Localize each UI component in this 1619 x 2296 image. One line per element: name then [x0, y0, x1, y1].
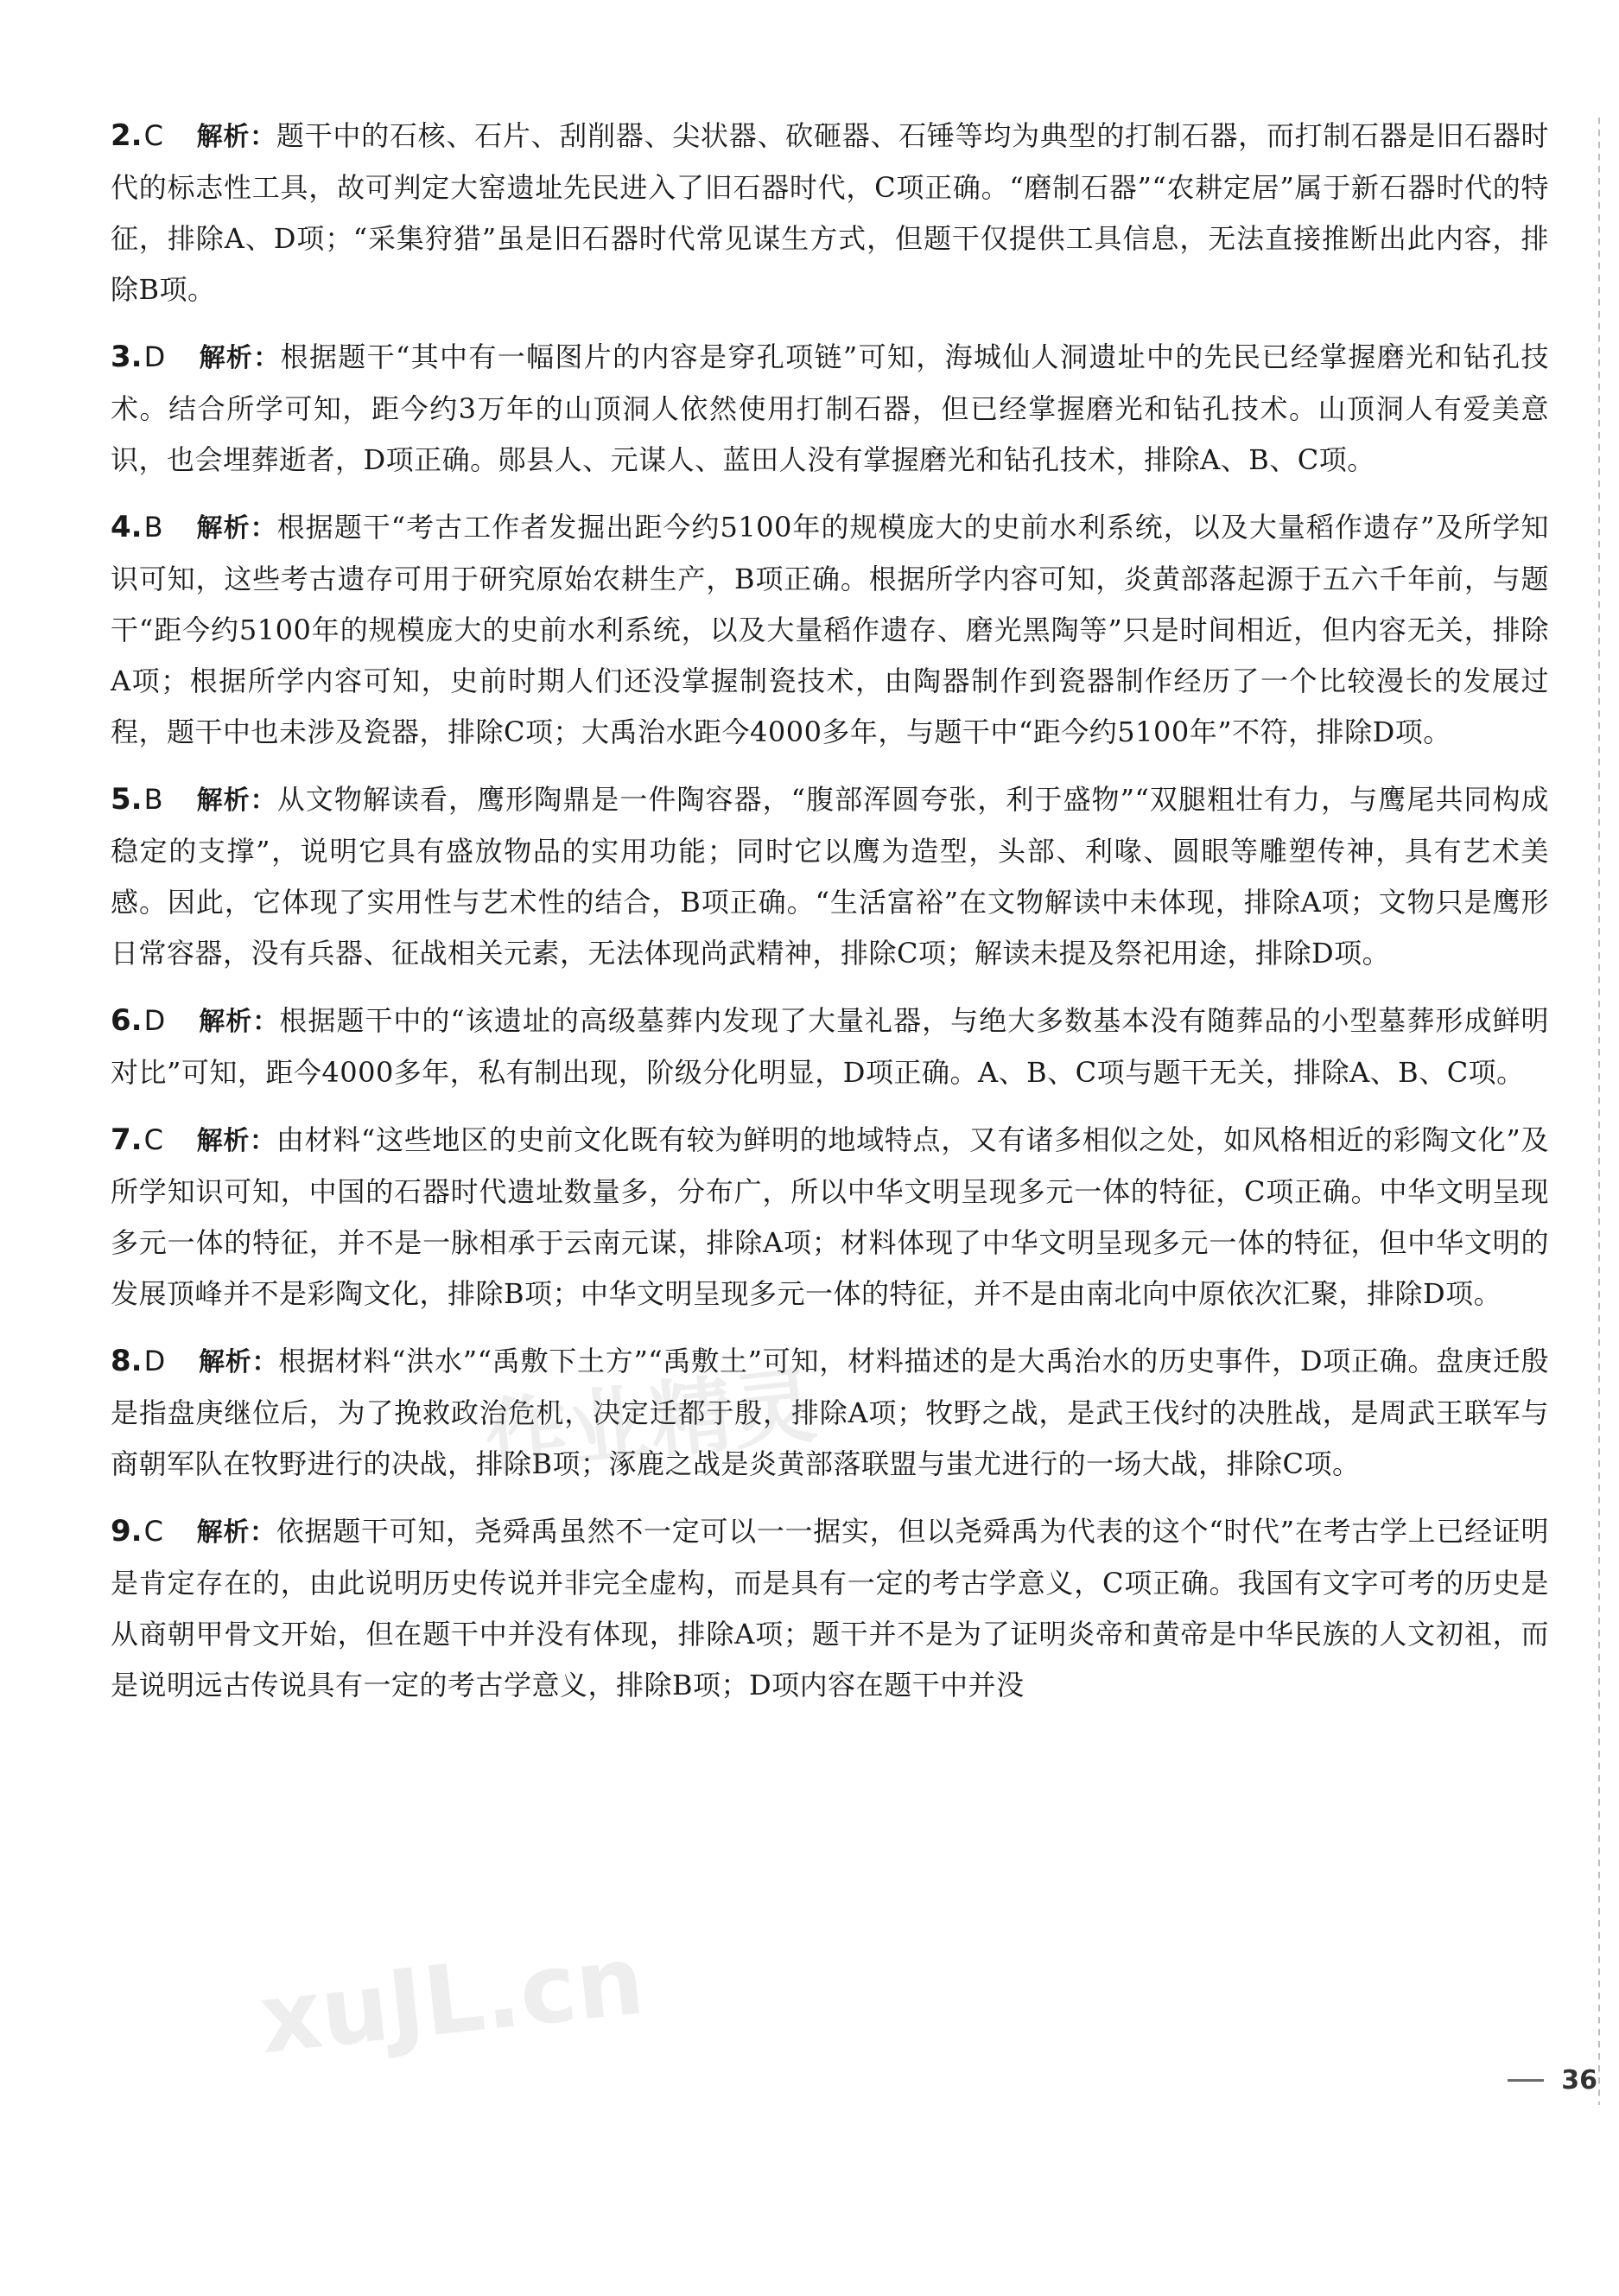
answer-list [111, 111, 1549, 1727]
answer-paragraph [111, 1115, 1549, 1320]
analysis-label: 解析： [196, 1126, 276, 1156]
answer-item-6 [111, 995, 1549, 1098]
analysis-label: 解析： [196, 785, 277, 816]
answer-letter: D [143, 1345, 166, 1377]
watermark: xuJL.cn [254, 1924, 650, 2075]
answer-paragraph [111, 111, 1549, 315]
analysis-label: 解析： [198, 1347, 279, 1377]
question-number: 5. [111, 782, 143, 817]
analysis-text: 根据题干中的“该遗址的高级墓葬内发现了大量礼器，与绝大多数基本没有随葬品的小型墓葬形成鲜明对比”可知，距今4000多年，私有制出现，阶级分化明显，D项正确。A、B、C项与题干无关，排除A、B、C项。 [111, 1004, 1549, 1089]
answer-paragraph [111, 502, 1549, 758]
answer-item-5 [111, 774, 1549, 979]
analysis-text: 题干中的石核、石片、刮削器、尖状器、砍砸器、石锤等均为典型的打制石器，而打制石器是旧石器时代的标志性工具，故可判定大窑遗址先民进入了旧石器时代，C项正确。“磨制石器”“农耕定居”属于新石器时代的特征，排除A、D项；“采集狩猎”虽是旧石器时代常见谋生方式，但题干仅提供工具信息，无法直接推断出此内容，排除B项。 [111, 119, 1549, 306]
answer-letter: B [143, 511, 164, 544]
analysis-label: 解析： [196, 513, 277, 544]
answer-letter: C [143, 1123, 164, 1156]
question-number: 6. [111, 1003, 143, 1038]
question-number: 3. [111, 340, 143, 374]
question-number: 8. [111, 1344, 143, 1378]
answer-paragraph [111, 1336, 1549, 1490]
analysis-text: 依据题干可知，尧舜禹虽然不一定可以一一据实，但以尧舜禹为代表的这个“时代”在考古学上已经证明是肯定存在的，由此说明历史传说并非完全虚构，而是具有一定的考古学意义，C项正确。我国有文字可考的历史是从商朝甲骨文开始，但在题干中并没有体现，排除A项；题干并不是为了证明炎帝和黄帝是中华民族的人文初祖，而是说明远古传说具有一定的考古学意义，排除B项；D项内容在题干中并没 [111, 1515, 1550, 1701]
analysis-label: 解析： [198, 343, 281, 373]
answer-item-2 [111, 111, 1549, 315]
watermark: 作业精灵 [479, 1357, 821, 1488]
answer-paragraph [111, 1506, 1549, 1711]
analysis-text: 从文物解读看，鹰形陶鼎是一件陶容器，“腹部浑圆夸张，利于盛物”“双腿粗壮有力，与鹰尾共同构成稳定的支撑”，说明它具有盛放物品的实用功能；同时它以鹰为造型，头部、利喙、圆眼等雕塑传神，具有艺术美感。因此，它体现了实用性与艺术性的结合，B项正确。“生活富裕”在文物解读中未体现，排除A项；文物只是鹰形日常容器，没有兵器、征战相关元素，无法体现尚武精神，排除C项；解读未提及祭祀用途，排除D项。 [111, 783, 1549, 970]
answer-item-8 [111, 1336, 1549, 1490]
page-number: 36 [1561, 2065, 1597, 2096]
answer-paragraph [111, 995, 1549, 1098]
answer-letter: B [143, 783, 164, 816]
question-number: 9. [111, 1514, 143, 1549]
page-edge-dotted-line [1598, 118, 1600, 2105]
page-footer [1508, 2065, 1597, 2096]
answer-item-7 [111, 1115, 1549, 1320]
answer-letter: C [143, 1515, 164, 1548]
answer-letter: C [143, 119, 164, 152]
answer-letter: D [143, 1004, 166, 1037]
question-number: 2. [111, 118, 143, 153]
answer-paragraph [111, 332, 1549, 486]
question-number: 4. [111, 510, 143, 544]
analysis-label: 解析： [196, 122, 276, 152]
analysis-text: 根据题干“其中有一幅图片的内容是穿孔项链”可知，海城仙人洞遗址中的先民已经掌握磨光和钻孔技术。结合所学可知，距今约3万年的山顶洞人依然使用打制石器，但已经掌握磨光和钻孔技术。山顶洞人有爱美意识，也会埋葬逝者，D项正确。郧县人、元谋人、蓝田人没有掌握磨光和钻孔技术，排除A、B、C项。 [111, 340, 1549, 476]
answer-paragraph [111, 774, 1549, 979]
footer-dash [1508, 2079, 1544, 2082]
question-number: 7. [111, 1123, 143, 1157]
answer-item-9 [111, 1506, 1549, 1711]
analysis-label: 解析： [198, 1007, 280, 1037]
analysis-label: 解析： [196, 1517, 276, 1548]
analysis-text: 根据材料“洪水”“禹敷下土方”“禹敷土”可知，材料描述的是大禹治水的历史事件，D项正确。盘庚迁殷是指盘庚继位后，为了挽救政治危机，决定迁都于殷，排除A项；牧野之战，是武王伐纣的决胜战，是周武王联军与商朝军队在牧野进行的决战，排除B项；涿鹿之战是炎黄部落联盟与蚩尤进行的一场大战，排除C项。 [111, 1345, 1549, 1480]
answer-letter: D [143, 340, 166, 373]
analysis-text: 由材料“这些地区的史前文化既有较为鲜明的地域特点，又有诸多相似之处，如风格相近的彩陶文化”及所学知识可知，中国的石器时代遗址数量多，分布广，所以中华文明呈现多元一体的特征，C项正确。中华文明呈现多元一体的特征，并不是一脉相承于云南元谋，排除A项；材料体现了中华文明呈现多元一体的特征，但中华文明的发展顶峰并不是彩陶文化，排除B项；中华文明呈现多元一体的特征，并不是由南北向中原依次汇聚，排除D项。 [111, 1123, 1550, 1310]
answer-item-4 [111, 502, 1549, 758]
answer-item-3 [111, 332, 1549, 486]
analysis-text: 根据题干“考古工作者发掘出距今约5100年的规模庞大的史前水利系统，以及大量稻作遗存”及所学知识可知，这些考古遗存可用于研究原始农耕生产，B项正确。根据所学内容可知，炎黄部落起源于五六千年前，与题干“距今约5100年的规模庞大的史前水利系统，以及大量稻作遗存、磨光黑陶等”只是时间相近，但内容无关，排除A项；根据所学内容可知，史前时期人们还没掌握制瓷技术，由陶器制作到瓷器制作经历了一个比较漫长的发展过程，题干中也未涉及瓷器，排除C项；大禹治水距今4000多年，与题干中“距今约5100年”不符，排除D项。 [111, 511, 1550, 748]
